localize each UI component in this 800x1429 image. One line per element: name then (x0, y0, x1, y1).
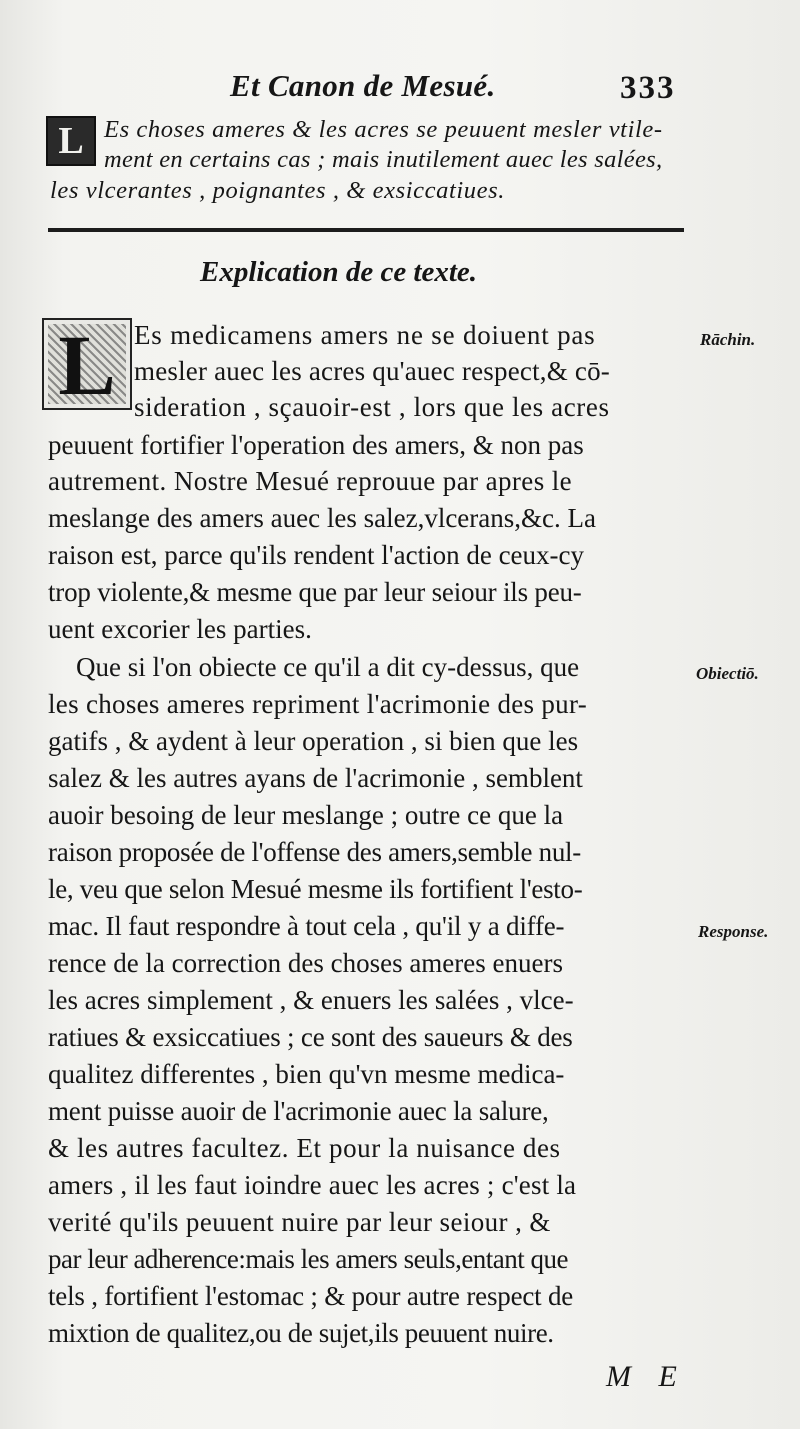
body-line-26: par leur adherence:mais les amers seuls,entant que (48, 1244, 569, 1274)
body-line-25: verité qu'ils peuuent nuire par leur seiour , & (48, 1207, 551, 1237)
section-title: Explication de ce texte. (200, 256, 478, 288)
body-line-19: les acres simplement , & enuers les salées , vlce- (48, 985, 574, 1015)
body-line-9: uent excorier les parties. (48, 614, 312, 644)
body-line-5: autrement. Nostre Mesué reprouue par apres le (48, 466, 573, 496)
body-line-24: amers , il les faut ioindre auec les acres ; c'est la (48, 1170, 577, 1200)
body-line-7: raison est, parce qu'ils rendent l'action de ceux-cy (48, 540, 585, 570)
body-line-11: les choses ameres repriment l'acrimonie des pur- (48, 689, 588, 719)
page-number: 333 (620, 70, 676, 106)
body-initial-glyph: L (58, 318, 116, 410)
body-line-17: mac. Il faut respondre à tout cela , qu'il y a diffe- (48, 911, 565, 941)
body-line-20: ratiues & exsiccatiues ; ce sont des saueurs & des (48, 1022, 573, 1052)
body-line-14: auoir besoing de leur meslange ; outre ce que la (48, 800, 564, 830)
catchword: M E (606, 1360, 687, 1393)
body-line-22: ment puisse auoir de l'acrimonie auec la salure, (48, 1096, 549, 1126)
body-line-8: trop violente,& mesme que par leur seiour ils peu- (48, 577, 582, 607)
body-line-23: & les autres facultez. Et pour la nuisance des (48, 1133, 561, 1163)
body-line-4: peuuent fortifier l'operation des amers, & non pas (48, 430, 584, 460)
page-header (0, 66, 800, 110)
body-line-10: Que si l'on obiecte ce qu'il a dit cy-dessus, que (76, 652, 580, 682)
canon-line-1: Es choses ameres & les acres se peuuent mesler vtile- (104, 116, 663, 143)
body-initial-letter (42, 318, 132, 410)
body-line-27: tels , fortifient l'estomac ; & pour autre respect de (48, 1281, 574, 1311)
body-line-6: meslange des amers auec les salez,vlcerans,&c. La (48, 503, 596, 533)
margin-note-obiectio: Obiectiō. (696, 664, 759, 683)
margin-note-rachin: Rāchin. (700, 330, 756, 349)
divider-rule (48, 228, 684, 232)
body-line-18: rence de la correction des choses ameres enuers (48, 948, 563, 978)
body-line-1: Es medicamens amers ne se doiuent pas (134, 320, 596, 350)
body-line-2: mesler auec les acres qu'auec respect,& cō- (134, 356, 610, 386)
margin-note-response: Response. (698, 922, 769, 941)
body-line-28: mixtion de qualitez,ou de sujet,ils peuuent nuire. (48, 1318, 554, 1348)
body-line-13: salez & les autres ayans de l'acrimonie , semblent (48, 763, 583, 793)
canon-line-2: ment en certains cas ; mais inutilement auec les salées, (104, 146, 663, 173)
body-line-3: sideration , sçauoir-est , lors que les acres (134, 392, 610, 422)
canon-initial-letter: L (46, 116, 96, 166)
canon-line-3: les vlcerantes , poignantes , & exsiccatiues. (50, 177, 505, 204)
body-line-15: raison proposée de l'offense des amers,semble nul- (48, 837, 581, 867)
body-line-16: le, veu que selon Mesué mesme ils fortifient l'esto- (48, 874, 583, 904)
body-line-21: qualitez differentes , bien qu'vn mesme medica- (48, 1059, 565, 1089)
running-head: Et Canon de Mesué. (230, 68, 496, 103)
body-line-12: gatifs , & aydent à leur operation , si bien que les (48, 726, 579, 756)
